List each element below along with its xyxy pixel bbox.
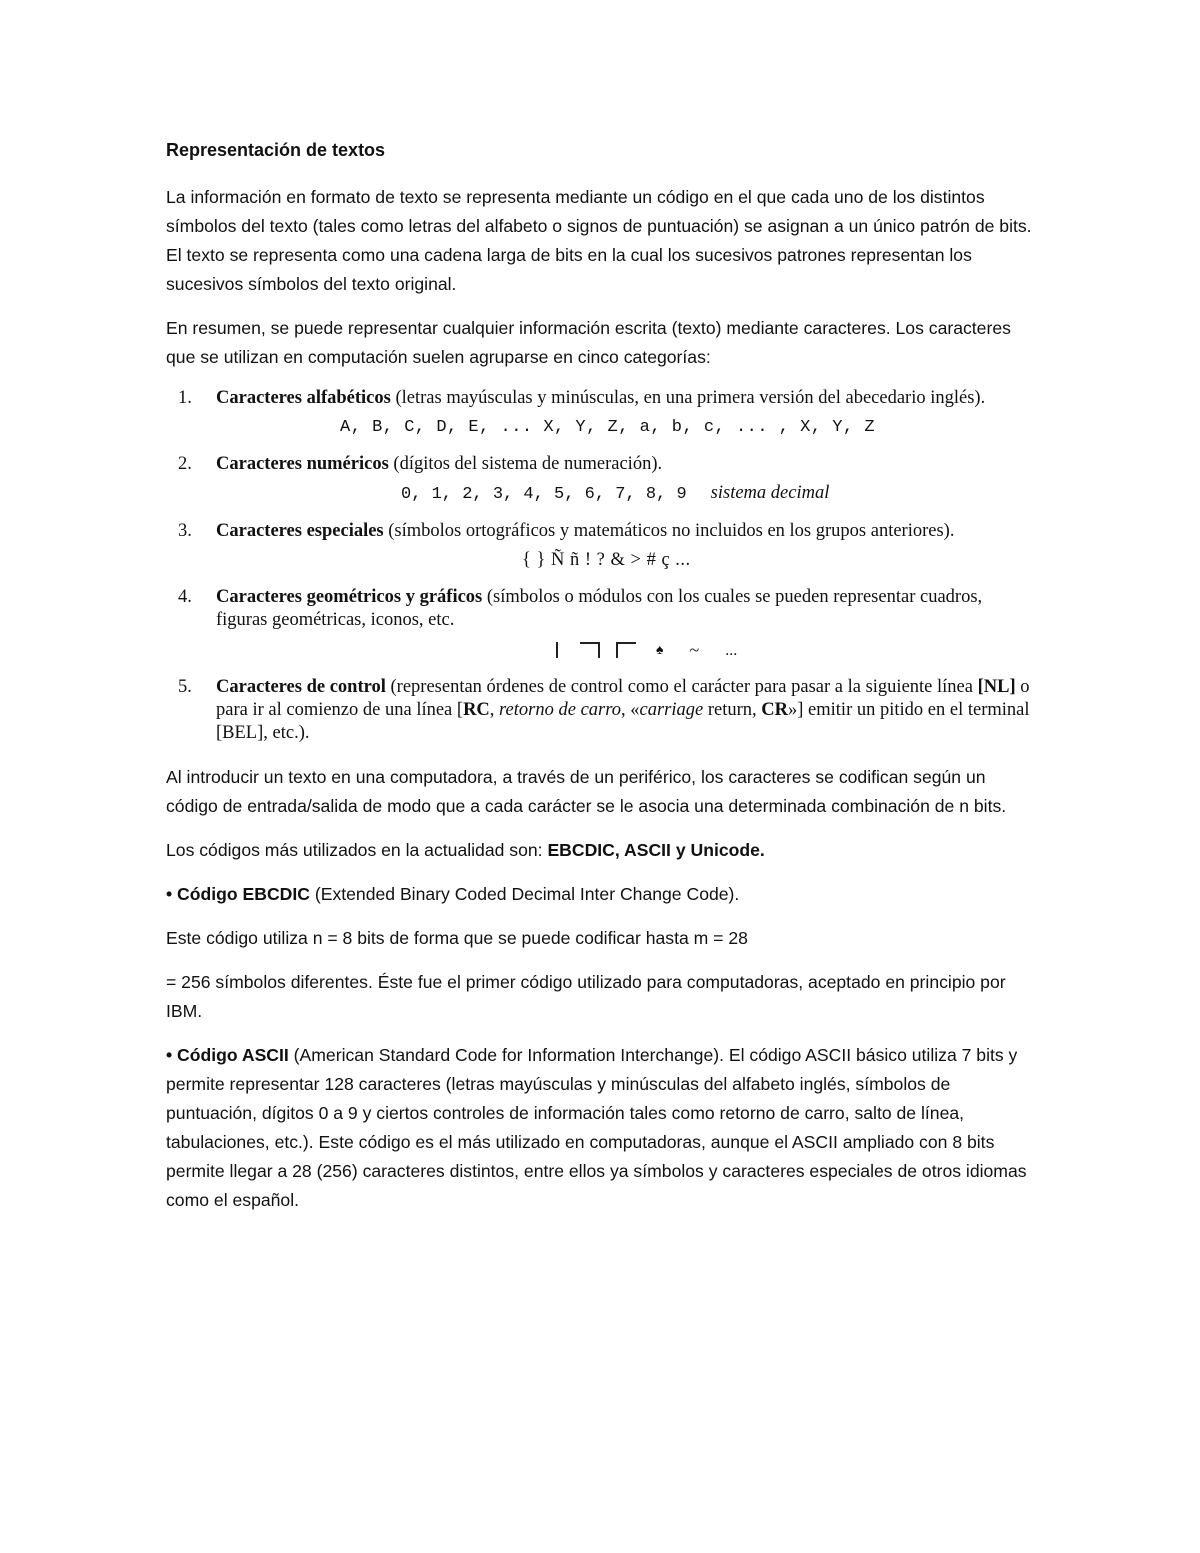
category-example	[216, 638, 1036, 662]
document-body	[166, 140, 1036, 1230]
character-categories-list	[166, 387, 1036, 745]
paragraph-ascii: • Código ASCII (American Standard Code for Information Interchange). El código ASCII básico utiliza 7 bits y permite representar 128 caracteres (letras mayúsculas y minúsculas del alfabeto inglés, símbolos de puntuación, dígitos 0 a 9 y ciertos controles de información tales como retorno de carro, salto de línea, tabulaciones, etc.). Este código es el más utilizado en computadoras, aunque el ASCII ampliado con 8 bits permite llegar a 28 (256) caracteres distintos, entre ellos ya símbolos y caracteres especiales de otros idiomas como el español.	[166, 1045, 1027, 1210]
category-name: Caracteres geométricos y gráficos	[216, 587, 483, 607]
list-number: 5.	[178, 677, 192, 697]
section-title: Representación de textos	[166, 140, 386, 160]
list-number: 1.	[178, 388, 192, 408]
list-number: 4.	[178, 587, 192, 607]
list-number: 3.	[178, 521, 192, 541]
category-name: Caracteres especiales	[216, 521, 384, 541]
list-item	[166, 586, 1036, 670]
paragraph-codes: Los códigos más utilizados en la actualidad son: EBCDIC, ASCII y Unicode.	[166, 840, 765, 860]
category-name: Caracteres numéricos	[216, 454, 389, 474]
ellipsis: ...	[725, 641, 738, 659]
category-description: (letras mayúsculas y minúsculas, en una primera versión del abecedario inglés).	[390, 388, 986, 408]
list-number: 2.	[178, 454, 192, 474]
category-example: { } Ñ ñ ! ? & > # ç ...	[522, 550, 691, 570]
category-example	[216, 482, 1036, 506]
paragraph-summary: En resumen, se puede representar cualquier información escrita (texto) mediante caracteres. Los caracteres que se utilizan en computación suelen agruparse en cinco categorías:	[166, 318, 1011, 367]
paragraph-ebcdic-bits: Este código utiliza n = 8 bits de forma que se puede codificar hasta m = 28	[166, 928, 748, 948]
paragraph-ebcdic-symbols: = 256 símbolos diferentes. Éste fue el primer código utilizado para computadoras, aceptado en principio por IBM.	[166, 972, 1006, 1021]
category-name: Caracteres alfabéticos	[216, 388, 391, 408]
list-item: 5. Caracteres de control (representan órdenes de control como el carácter para pasar a la siguiente línea [NL] o para ir al comienzo de una línea [RC, retorno de carro, «carriage return, CR»] emitir un pitido en el terminal [BEL], etc.).	[166, 676, 1036, 745]
category-description: (símbolos o módulos con los cuales se pueden representar cuadros, figuras geométricas, iconos, etc.	[216, 587, 983, 630]
paragraph-encoding: Al introducir un texto en una computadora, a través de un periférico, los caracteres se codifican según un código de entrada/salida de modo que a cada carácter se le asocia una determinada combinación de n bits.	[166, 767, 1007, 816]
category-name: Caracteres de control	[216, 677, 386, 697]
paragraph-intro: La información en formato de texto se representa mediante un código en el que cada uno de los distintos símbolos del texto (tales como letras del alfabeto o signos de puntuación) se asignan a un único patrón de bits. El texto se representa como una cadena larga de bits en la cual los sucesivos patrones representan los sucesivos símbolos del texto original.	[166, 187, 1032, 294]
spade-icon: ♠	[656, 642, 664, 658]
category-example: A, B, C, D, E, ... X, Y, Z, a, b, c, ... , X, Y, Z	[340, 418, 876, 437]
list-item	[166, 387, 1036, 447]
vertical-line-glyph	[556, 642, 558, 658]
example-note: sistema decimal	[710, 483, 830, 503]
top-left-corner-glyph	[616, 642, 636, 658]
top-right-corner-glyph	[580, 642, 600, 658]
list-item	[166, 520, 1036, 580]
category-description: (dígitos del sistema de numeración).	[388, 454, 663, 474]
paragraph-ebcdic-heading: • Código EBCDIC (Extended Binary Coded Decimal Inter Change Code).	[166, 884, 740, 904]
category-description: (símbolos ortográficos y matemáticos no incluidos en los grupos anteriores).	[383, 521, 955, 541]
digits-example: 0, 1, 2, 3, 4, 5, 6, 7, 8, 9	[401, 485, 687, 504]
list-item	[166, 453, 1036, 514]
tilde-glyph: ~	[689, 639, 700, 660]
